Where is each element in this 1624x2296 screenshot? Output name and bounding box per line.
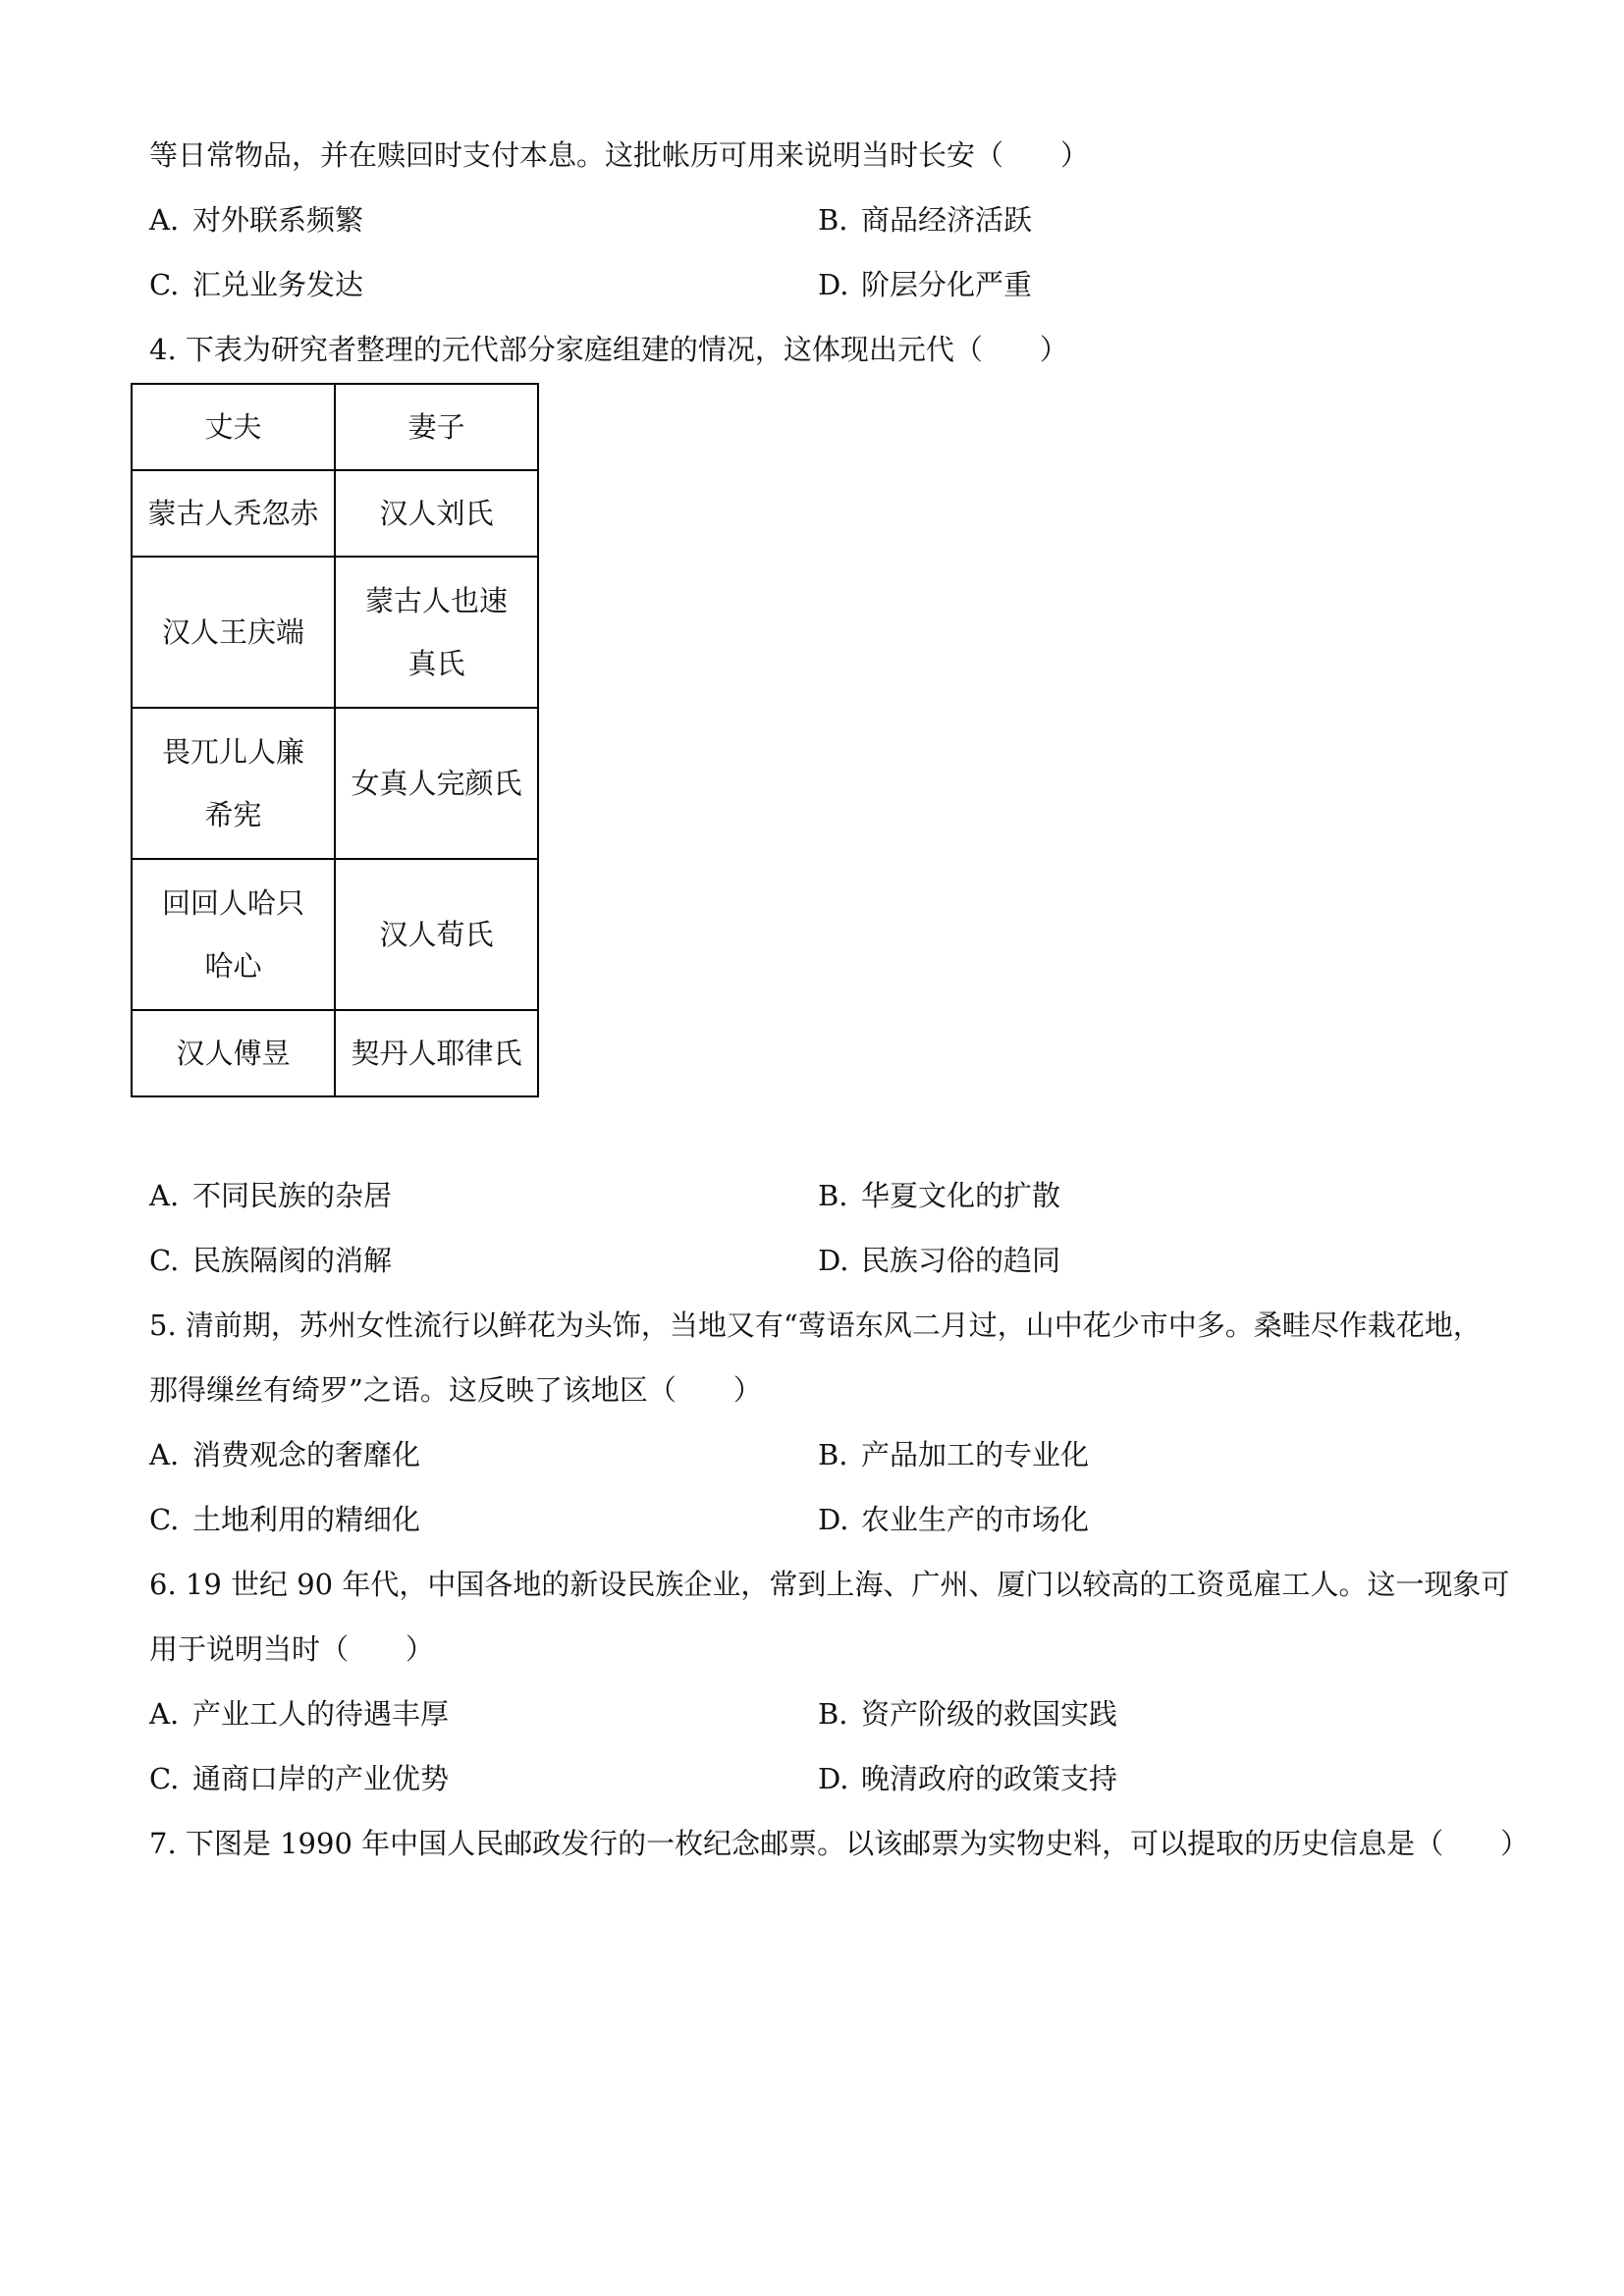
table-row bbox=[132, 859, 538, 1010]
q3-option-d: D. 阶层分化严重 bbox=[818, 268, 1033, 301]
husband-cell: 汉人傅昱 bbox=[132, 1010, 335, 1096]
husband-cell: 汉人王庆端 bbox=[132, 557, 335, 708]
q5-option-a: A. 消费观念的奢靡化 bbox=[149, 1438, 421, 1471]
q5-stem-line-1: 5. 清前期，苏州女性流行以鲜花为头饰，当地又有“莺语东风二月过，山中花少市中多。桑畦尽作栽花地， bbox=[149, 1308, 1482, 1342]
wife-cell: 女真人完颜氏 bbox=[335, 708, 538, 859]
header-wife: 妻子 bbox=[335, 384, 538, 470]
q6-option-a: A. 产业工人的待遇丰厚 bbox=[149, 1697, 450, 1731]
q3-option-c: C. 汇兑业务发达 bbox=[149, 268, 364, 301]
wife-cell: 汉人荀氏 bbox=[335, 859, 538, 1010]
q5-option-b: B. 产品加工的专业化 bbox=[818, 1438, 1090, 1471]
table-row bbox=[132, 470, 538, 557]
q5-option-d: D. 农业生产的市场化 bbox=[818, 1503, 1090, 1536]
wife-cell: 蒙古人也速真氏 bbox=[335, 557, 538, 708]
q3-option-b: B. 商品经济活跃 bbox=[818, 203, 1033, 237]
table-row bbox=[132, 557, 538, 708]
table-header-row bbox=[132, 384, 538, 470]
husband-cell: 畏兀儿人廉希宪 bbox=[132, 708, 335, 859]
wife-cell: 契丹人耶律氏 bbox=[335, 1010, 538, 1096]
q6-option-b: B. 资产阶级的救国实践 bbox=[818, 1697, 1118, 1731]
wife-cell: 汉人刘氏 bbox=[335, 470, 538, 557]
q5-option-c: C. 土地利用的精细化 bbox=[149, 1503, 421, 1536]
table-row bbox=[132, 708, 538, 859]
q4-table bbox=[131, 383, 539, 1097]
q6-stem-line-1: 6. 19 世纪 90 年代，中国各地的新设民族企业，常到上海、广州、厦门以较高的工资觅雇工人。这一现象可 bbox=[149, 1568, 1510, 1601]
q7-stem: 7. 下图是 1990 年中国人民邮政发行的一枚纪念邮票。以该邮票为实物史料，可以提取的历史信息是（ ） bbox=[149, 1827, 1530, 1860]
table-row bbox=[132, 1010, 538, 1096]
q4-option-b: B. 华夏文化的扩散 bbox=[818, 1179, 1061, 1212]
q3-option-a: A. 对外联系频繁 bbox=[149, 203, 364, 237]
q3-stem-continuation: 等日常物品，并在赎回时支付本息。这批帐历可用来说明当时长安（ ） bbox=[149, 138, 1090, 172]
q6-option-d: D. 晚清政府的政策支持 bbox=[818, 1762, 1118, 1795]
q6-stem-line-2: 用于说明当时（ ） bbox=[149, 1632, 435, 1666]
q4-option-c: C. 民族隔阂的消解 bbox=[149, 1244, 393, 1277]
q4-option-d: D. 民族习俗的趋同 bbox=[818, 1244, 1061, 1277]
header-husband: 丈夫 bbox=[132, 384, 335, 470]
q4-stem: 4. 下表为研究者整理的元代部分家庭组建的情况，这体现出元代（ ） bbox=[149, 333, 1068, 366]
q6-option-c: C. 通商口岸的产业优势 bbox=[149, 1762, 450, 1795]
q4-option-a: A. 不同民族的杂居 bbox=[149, 1179, 393, 1212]
q5-stem-line-2: 那得缫丝有绮罗”之语。这反映了该地区（ ） bbox=[149, 1373, 762, 1407]
husband-cell: 回回人哈只哈心 bbox=[132, 859, 335, 1010]
husband-cell: 蒙古人秃忽赤 bbox=[132, 470, 335, 557]
